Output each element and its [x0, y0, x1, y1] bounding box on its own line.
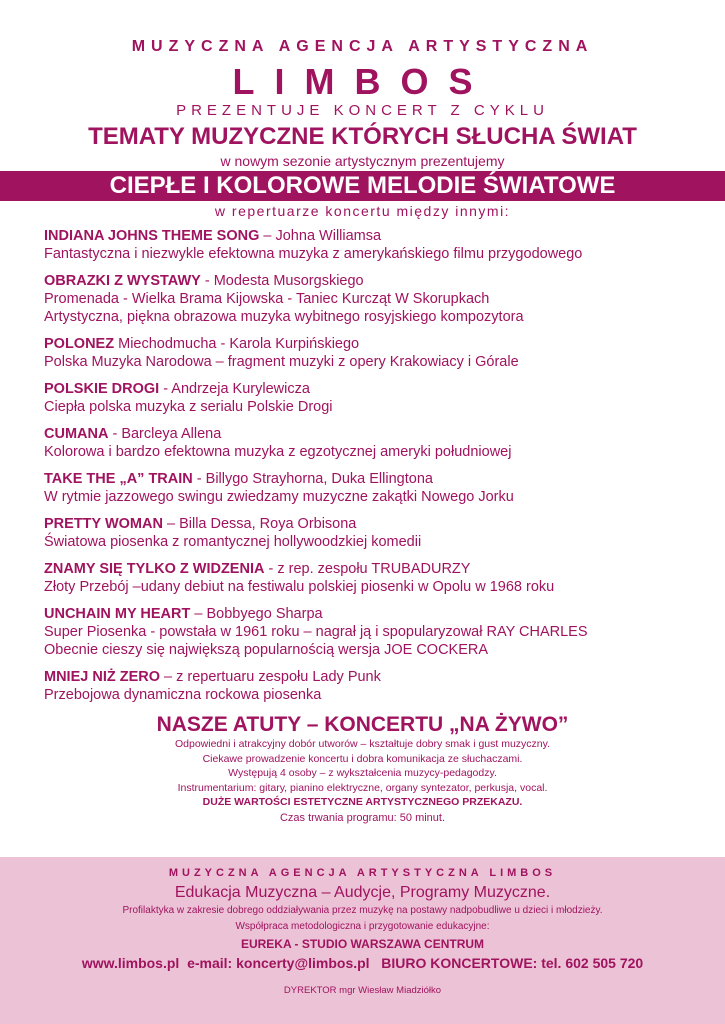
footer — [0, 857, 725, 1024]
song-description: Super Piosenka - powstała w 1961 roku – nagrał ją i spopularyzował RAY CHARLES — [44, 624, 588, 640]
presents-line: PREZENTUJE KONCERT Z CYKLU — [176, 102, 549, 119]
song-description: Złoty Przebój –udany debiut na festiwalu polskiej piosenki w Opolu w 1968 roku — [44, 579, 555, 595]
song-description: W rytmie jazzowego swingu zwiedzamy muzyczne zakątki Nowego Jorku — [44, 489, 514, 505]
list-item — [44, 227, 725, 263]
duration-line: Czas trwania programu: 50 minut. — [279, 811, 446, 824]
footer-prevention-line: Profilaktyka w zakresie dobrego oddziaływania przez muzykę na postawy nadpobudliwe u dzieci i młodzieży. — [122, 905, 603, 916]
song-description: Kolorowa i bardzo efektowna muzyka z egzotycznej ameryki południowej — [44, 444, 512, 460]
atuty-line: Instrumentarium: gitary, pianino elektryczne, organy syntezator, perkusja, vocal. — [177, 781, 548, 794]
email-link[interactable]: e-mail: koncerty@limbos.pl — [187, 955, 370, 971]
song-author: – z repertuaru zespołu Lady Punk — [160, 669, 381, 685]
song-description: Fantastyczna i niezwykle efektowna muzyka z amerykańskiego filmu przygodowego — [44, 246, 583, 262]
footer-services: Edukacja Muzyczna – Audycje, Programy Muzyczne. — [174, 884, 551, 901]
song-author: Miechodmucha - Karola Kurpińskiego — [114, 336, 360, 352]
song-description: Obecnie cieszy się największą popularnością wersja JOE COCKERA — [44, 642, 489, 658]
song-title: POLSKIE DROGI — [44, 381, 160, 397]
list-item — [44, 515, 725, 551]
list-item — [44, 335, 725, 371]
song-author: – Bobbyego Sharpa — [190, 606, 323, 622]
song-author: - Andrzeja Kurylewicza — [159, 381, 310, 397]
season-line: w nowym sezonie artystycznym prezentujemy — [220, 153, 505, 169]
list-item — [44, 380, 725, 416]
list-item — [44, 605, 725, 659]
song-title: OBRAZKI Z WYSTAWY — [44, 273, 201, 289]
song-description: Polska Muzyka Narodowa – fragment muzyki z opery Krakowiacy i Górale — [44, 354, 519, 370]
footer-agency: MUZYCZNA AGENCJA ARTYSTYCZNA LIMBOS — [168, 867, 557, 879]
song-title: UNCHAIN MY HEART — [44, 606, 191, 622]
footer-director: DYREKTOR mgr Wiesław Miadziółko — [283, 985, 442, 996]
repertoire-line: w repertuarze koncertu między innymi: — [214, 203, 511, 219]
song-author: - Modesta Musorgskiego — [200, 273, 364, 289]
footer-partner: EUREKA - STUDIO WARSZAWA CENTRUM — [240, 937, 485, 951]
list-item — [44, 425, 725, 461]
song-title: CUMANA — [44, 426, 109, 442]
atuty-title: NASZE ATUTY – KONCERTU „NA ŻYWO” — [156, 713, 569, 736]
song-author: - Barcleya Allena — [108, 426, 222, 442]
office-phone: BIURO KONCERTOWE: tel. 602 505 720 — [381, 955, 644, 971]
song-description: Promenada - Wielka Brama Kijowska - Taniec Kurcząt W Skorupkach — [44, 291, 490, 307]
list-item — [44, 668, 725, 704]
song-title: INDIANA JOHNS THEME SONG — [44, 228, 260, 244]
footer-cooperation-line: Współpraca metodologiczna i przygotowanie edukacyjne: — [235, 921, 490, 932]
song-description: Światowa piosenka z romantycznej hollywoodzkiej komedii — [44, 534, 422, 550]
list-item — [44, 272, 725, 326]
list-item — [44, 470, 725, 506]
agency-heading: MUZYCZNA AGENCJA ARTYSTYCZNA — [131, 38, 594, 55]
song-title: POLONEZ — [44, 336, 115, 352]
website-link[interactable]: www.limbos.pl — [81, 955, 180, 971]
song-author: - z rep. zespołu TRUBADURZY — [264, 561, 471, 577]
song-description: Artystyczna, piękna obrazowa muzyka wybitnego rosyjskiego kompozytora — [44, 309, 524, 325]
footer-contact — [0, 955, 725, 971]
agency-name: LIMBOS — [232, 61, 493, 102]
song-author: - Billygo Strayhorna, Duka Ellingtona — [192, 471, 433, 487]
atuty-bold-line: DUŻE WARTOŚCI ESTETYCZNE ARTYSTYCZNEGO PRZEKAZU. — [202, 796, 523, 808]
atuty-line: Ciekawe prowadzenie koncertu i dobra komunikacja ze słuchaczami. — [202, 752, 523, 765]
song-author: – Johna Williamsa — [259, 228, 382, 244]
atuty-line: Występują 4 osoby – z wykształcenia muzycy-pedagodzy. — [228, 767, 497, 779]
song-description: Przebojowa dynamiczna rockowa piosenka — [44, 687, 322, 703]
song-title: PRETTY WOMAN — [44, 516, 163, 532]
atuty-line: Odpowiedni i atrakcyjny dobór utworów – kształtuje dobry smak i gust muzyczny. — [174, 738, 551, 750]
song-author: – Billa Dessa, Roya Orbisona — [162, 516, 357, 532]
song-title: ZNAMY SIĘ TYLKO Z WIDZENIA — [44, 561, 265, 577]
list-item — [44, 560, 725, 596]
repertoire-list — [0, 227, 725, 704]
song-description: Ciepła polska muzyka z serialu Polskie Drogi — [44, 399, 333, 415]
song-title: MNIEJ NIŻ ZERO — [44, 669, 161, 685]
cycle-title: TEMATY MUZYCZNE KTÓRYCH SŁUCHA ŚWIAT — [88, 123, 637, 150]
song-title: TAKE THE „A” TRAIN — [44, 471, 193, 487]
concert-title-band: CIEPŁE I KOLOROWE MELODIE ŚWIATOWE — [0, 171, 725, 201]
